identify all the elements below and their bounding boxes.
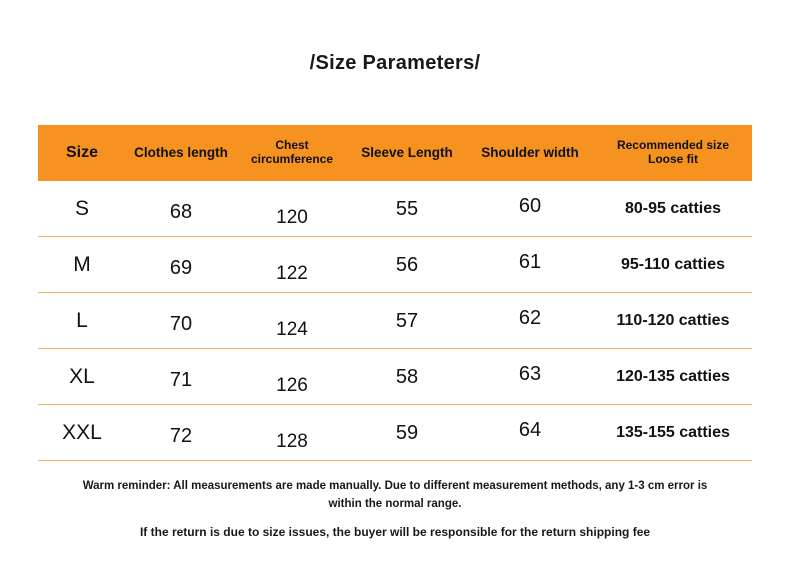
note-line-1b: within the normal range. bbox=[328, 497, 462, 510]
cell-clothes-length: 69 bbox=[126, 241, 236, 297]
header-clothes-length bbox=[126, 125, 236, 181]
cell-chest: 122 bbox=[236, 246, 348, 302]
header-recommended-line1: Recommended bbox=[616, 138, 703, 153]
size-table-header bbox=[38, 125, 752, 181]
header-recommended-line2: size Loose fit bbox=[648, 138, 730, 166]
header-clothes-length-line2: length bbox=[187, 145, 228, 161]
size-table bbox=[38, 125, 752, 461]
cell-chest: 128 bbox=[236, 414, 348, 470]
cell-clothes-length: 68 bbox=[126, 185, 236, 241]
cell-size: L bbox=[38, 293, 126, 349]
cell-size: XL bbox=[38, 349, 126, 405]
table-row bbox=[38, 349, 752, 405]
note-line-1a: Warm reminder: All measurements are made manually. Due to different measurement methods, any 1-3 cm error is bbox=[82, 480, 708, 492]
table-row bbox=[38, 405, 752, 461]
cell-shoulder: 61 bbox=[466, 235, 594, 291]
header-chest-line2: circumference bbox=[250, 152, 334, 166]
note-line-2: If the return is due to size issues, the buyer will be responsible for the return shipping fee bbox=[139, 524, 651, 539]
cell-shoulder: 62 bbox=[466, 291, 594, 347]
cell-size: XXL bbox=[38, 405, 126, 461]
header-shoulder-width: Shoulder width bbox=[466, 125, 594, 181]
size-table-container bbox=[38, 125, 752, 461]
cell-clothes-length: 72 bbox=[126, 409, 236, 465]
cell-size: M bbox=[38, 237, 126, 293]
header-chest-circumference bbox=[236, 125, 348, 181]
header-chest-line1: Chest bbox=[275, 138, 309, 153]
cell-chest: 124 bbox=[236, 302, 348, 358]
cell-clothes-length: 70 bbox=[126, 297, 236, 353]
header-size: Size bbox=[38, 125, 126, 181]
table-row bbox=[38, 181, 752, 237]
cell-sleeve: 56 bbox=[348, 238, 466, 294]
cell-chest: 120 bbox=[236, 190, 348, 246]
header-recommended-size bbox=[594, 125, 752, 181]
cell-chest: 126 bbox=[236, 358, 348, 414]
size-table-body bbox=[38, 181, 752, 461]
cell-sleeve: 55 bbox=[348, 182, 466, 238]
cell-recommended: 110-120 catties bbox=[594, 293, 752, 349]
page-title: /Size Parameters/ bbox=[309, 52, 481, 74]
cell-sleeve: 59 bbox=[348, 406, 466, 462]
table-row bbox=[38, 237, 752, 293]
cell-sleeve: 57 bbox=[348, 294, 466, 350]
cell-clothes-length: 71 bbox=[126, 353, 236, 409]
header-sleeve-length: Sleeve Length bbox=[348, 125, 466, 181]
cell-recommended: 135-155 catties bbox=[594, 405, 752, 461]
footer-notes bbox=[0, 478, 790, 541]
cell-recommended: 120-135 catties bbox=[594, 349, 752, 405]
table-row bbox=[38, 293, 752, 349]
cell-recommended: 80-95 catties bbox=[594, 181, 752, 237]
cell-sleeve: 58 bbox=[348, 350, 466, 406]
cell-shoulder: 60 bbox=[466, 179, 594, 235]
cell-shoulder: 64 bbox=[466, 403, 594, 459]
table-header-row bbox=[38, 125, 752, 181]
header-clothes-length-line1: Clothes bbox=[134, 145, 184, 161]
cell-shoulder: 63 bbox=[466, 347, 594, 403]
cell-recommended: 95-110 catties bbox=[594, 237, 752, 293]
cell-size: S bbox=[38, 181, 126, 237]
